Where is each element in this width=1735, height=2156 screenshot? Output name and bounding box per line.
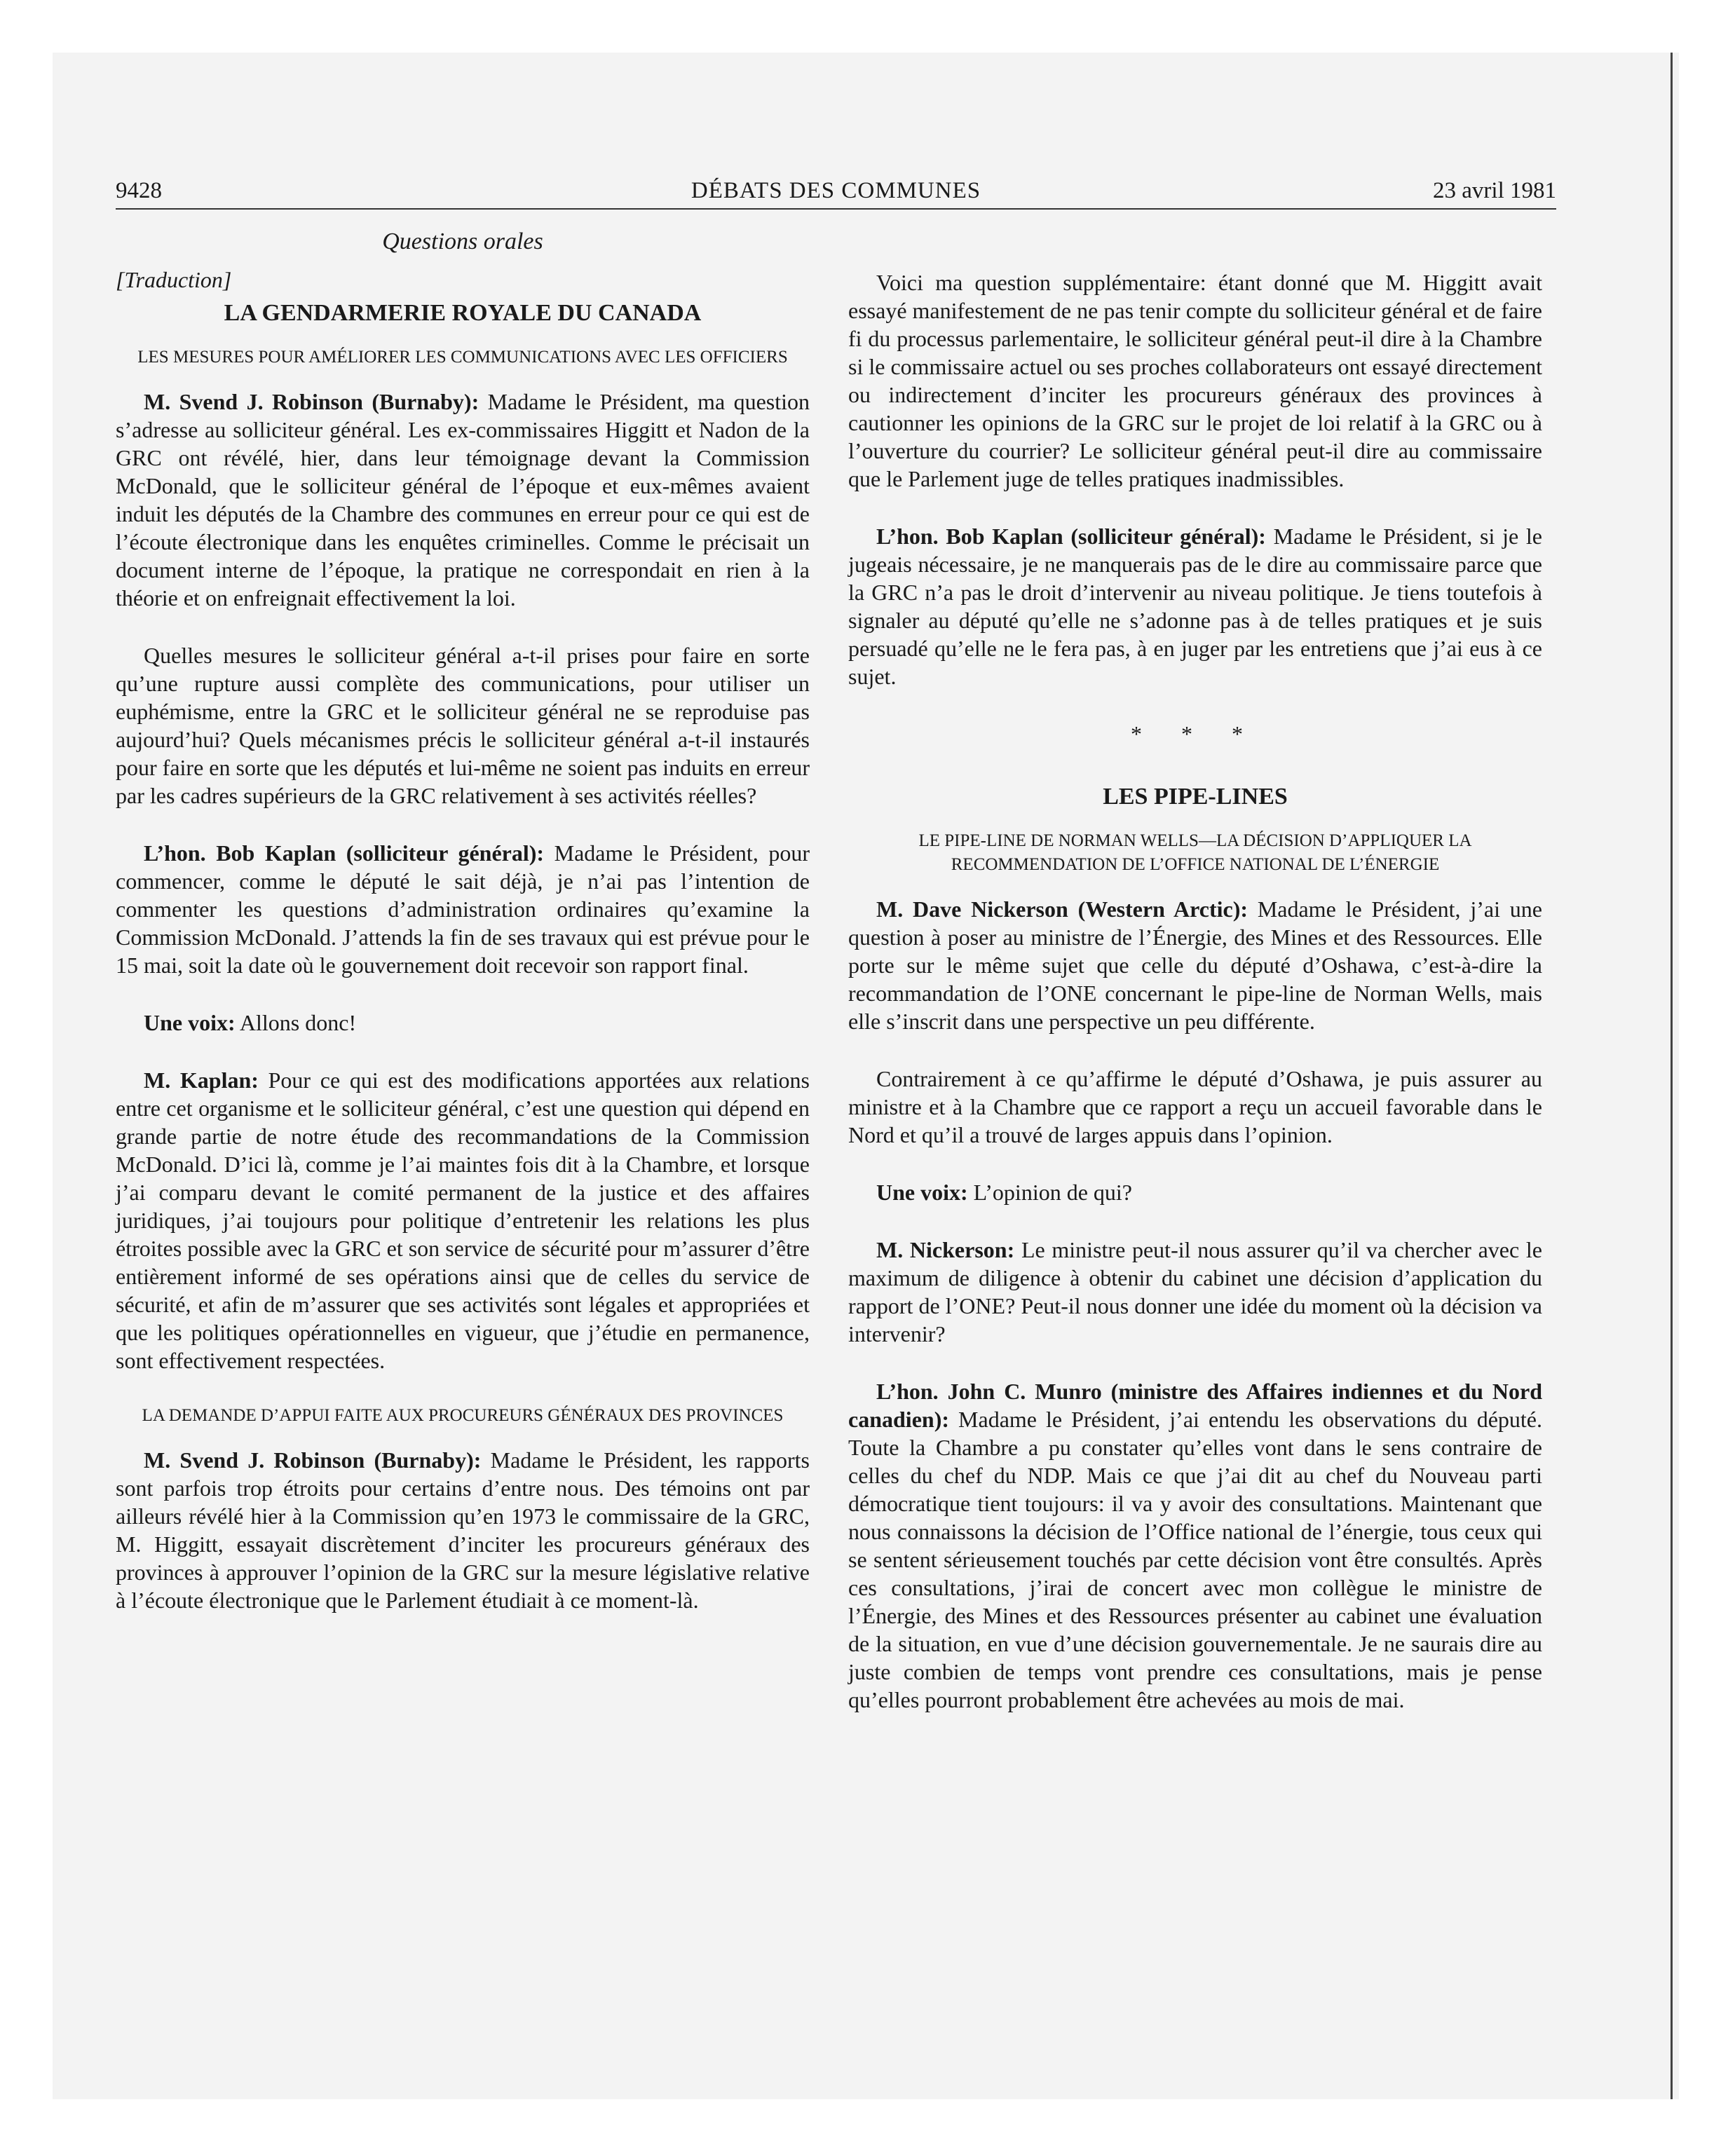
- paragraph: [848, 1178, 1542, 1206]
- paragraph: [848, 1236, 1542, 1348]
- speech: Madame le Président, ma question s’adresse au solliciteur général. Les ex-commissaires Higgitt et Nadon de la GRC ont révélé, hier, dans leur témoignage devant la Commission McDonald, que le solliciteur général de l’époque et eux-mêmes avaient induit les députés de la Chambre des communes en erreur pour ce qui est de l’écoute électronique dans les enquêtes criminelles. Comme le précisait un document interne de l’époque, la pratique ne correspondait en rien à la théorie et on enfreignait effectivement la loi.: [116, 389, 810, 610]
- publication-title: DÉBATS DES COMMUNES: [690, 178, 981, 203]
- paragraph: [848, 895, 1542, 1035]
- section-label: Questions orales: [382, 228, 543, 254]
- speaker: L’hon. Bob Kaplan (solliciteur général):: [144, 840, 545, 866]
- spacer: [116, 1374, 810, 1404]
- page-date: 23 avril 1981: [1433, 178, 1556, 203]
- paragraph: [116, 1009, 810, 1037]
- right-column: [848, 268, 1542, 1714]
- speaker: Une voix:: [876, 1180, 968, 1205]
- paragraph: [116, 839, 810, 979]
- heading-grc: LA GENDARMERIE ROYALE DU CANADA: [224, 300, 702, 326]
- spacer: [848, 690, 1542, 720]
- speech: L’opinion de qui?: [967, 1180, 1132, 1205]
- spacer: [848, 1149, 1542, 1178]
- speech: Madame le Président, j’ai entendu les observations du député. Toute la Chambre a pu constater qu’elles vont dans le sens contraire de celles du chef du NDP. Mais ce que j’ai dit au chef du Nouveau parti démocratique tient toujours: il va y avoir des consultations. Maintenant que nous connaissons la décision de l’Office national de l’énergie, tous ceux qui se sentent sérieusement touchés par cette décision vont être consultés. Après ces consultations, j’irai de concert avec mon collègue le ministre de l’Énergie, des Mines et des Ressources présenter au cabinet une évaluation de la situation, en vue d’une décision gouvernementale. Je ne saurais dire au juste combien de temps vont prendre ces consultations, mais je pense qu’elles pourront probablement être achevées au mois de mai.: [848, 1407, 1542, 1712]
- paragraph: Voici ma question supplémentaire: étant donné que M. Higgitt avait essayé manifestement de ne pas tenir compte du solliciteur général et de faire fi du processus parlementaire, le solliciteur général peut-il dire à la Chambre si le commissaire actuel ou ses proches collaborateurs ont essayé directement ou indirectement d’inciter les procureurs généraux des provinces à cautionner les opinions de la GRC sur le projet de loi relatif à la GRC ou à l’ouverture du courrier? Le solliciteur général peut-il dire au commissaire que le Parlement juge de telles pratiques inadmissibles.: [848, 270, 1542, 491]
- spacer: [116, 810, 810, 839]
- paragraph: [848, 1377, 1542, 1714]
- speech: Pour ce qui est des modifications apportées aux relations entre cet organisme et le solliciteur général, c’est une question qui dépend en grande partie de notre étude des recommandations de la Commission McDonald. D’ici là, comme je l’ai maintes fois dit à la Chambre, et lorsque j’ai comparu devant le comité permanent de la justice et des affaires juridiques, j’ai toujours pour politique d’entretenir les relations les plus étroites possible avec la GRC et son service de sécurité pour m’assurer d’être entièrement informé de ses opérations ainsi que de celles du service de sécurité, et afin de m’assurer que ses activités sont légales et appropriées et que les politiques opérationnelles en vigueur, que j’étudie en permanence, sont effectivement respectées.: [116, 1067, 810, 1373]
- speech: Madame le Président, pour commencer, comme le député le sait déjà, je n’ai pas l’intention de commenter les questions d’administration ordinaires qu’examine la Commission McDonald. J’attends la fin de ses travaux qui est prévue pour le 15 mai, soit la date où le gouvernement doit recevoir son rapport final.: [116, 840, 810, 978]
- paragraph: [116, 1446, 810, 1614]
- spacer: [116, 612, 810, 641]
- page-header: [116, 172, 1556, 209]
- header-rule: [116, 208, 1556, 210]
- speaker: L’hon. John C. Munro (ministre des Affaires indiennes et du Nord canadien):: [848, 1379, 1542, 1432]
- speech: Le ministre peut-il nous assurer qu’il va chercher avec le maximum de diligence à obtenir du cabinet une décision d’application du rapport de l’ONE? Peut-il nous donner une idée du moment où la décision va intervenir?: [848, 1237, 1543, 1346]
- page-number: 9428: [116, 178, 162, 203]
- spacer: [848, 1348, 1542, 1377]
- speaker: M. Dave Nickerson (Western Arctic):: [876, 896, 1248, 922]
- speaker: L’hon. Bob Kaplan (solliciteur général):: [876, 524, 1266, 549]
- spacer: [848, 493, 1542, 522]
- speech: Allons donc!: [235, 1010, 357, 1035]
- spacer: [848, 748, 1542, 777]
- speaker: M. Svend J. Robinson (Burnaby):: [144, 1447, 482, 1473]
- spacer: [116, 1037, 810, 1066]
- paragraph: [116, 388, 810, 612]
- translation-note: [Traduction]: [116, 267, 232, 292]
- spacer: [848, 1206, 1542, 1236]
- subheading-procureurs: LA DEMANDE D’APPUI FAITE AUX PROCUREURS GÉNÉRAUX DES PROVINCES: [142, 1406, 784, 1425]
- paragraph: Contrairement à ce qu’affirme le député d’Oshawa, je puis assurer au ministre et à la Chambre que ce rapport a reçu un accueil favorable dans le Nord et qu’il a trouvé de larges appuis dans l’opinion.: [848, 1066, 1542, 1147]
- heading-pipelines: LES PIPE-LINES: [1103, 784, 1288, 810]
- speech: Madame le Président, j’ai une question à poser au ministre de l’Énergie, des Mines et des Ressources. Elle porte sur le même sujet que celle du député d’Oshawa, c’est-à-dire la recommandation de l’ONE concernant le pipe-line de Norman Wells, mais elle s’inscrit dans une perspective un peu différente.: [848, 896, 1543, 1034]
- speaker: M. Nickerson:: [876, 1237, 1015, 1262]
- speaker: M. Svend J. Robinson (Burnaby):: [144, 389, 479, 414]
- speech: Madame le Président, les rapports sont parfois trop étroits pour certains d’entre nous. Des témoins ont par ailleurs révélé hier à la Commission qu’en 1973 le commissaire de la GRC, M. Higgitt, essayait discrètement d’inciter les procureurs généraux des provinces à approuver l’opinion de la GRC sur la mesure législative relative à l’écoute électronique que le Parlement étudiait à ce moment-là.: [116, 1447, 810, 1613]
- speaker: M. Kaplan:: [144, 1067, 259, 1093]
- speaker: Une voix:: [144, 1010, 236, 1035]
- left-column: [116, 228, 810, 1614]
- paragraph: [848, 522, 1542, 690]
- paragraph: [116, 1066, 810, 1374]
- page-edge: [1671, 53, 1673, 2099]
- paragraph: Quelles mesures le solliciteur général a-t-il prises pour faire en sorte qu’une rupture aussi complète des communications, pour utiliser un euphémisme, entre la GRC et le solliciteur général ne se reproduise pas aujourd’hui? Quels mécanismes précis le solliciteur général a-t-il instaurés pour faire en sorte que les députés et lui-même ne soient pas induits en erreur par les cadres supérieurs de la GRC relativement à ses activités réelles?: [116, 643, 810, 808]
- speech: Madame le Président, si je le jugeais nécessaire, je ne manquerais pas de le dire au commissaire parce que la GRC n’a pas le droit d’intervenir au niveau politique. Je tiens toutefois à signaler au député qu’elle ne s’adonne pas à de telles pratiques et je suis persuadé qu’elle ne le fera pas, à en juger par les entretiens que j’ai eus à ce sujet.: [848, 524, 1543, 689]
- spacer: [848, 1035, 1542, 1065]
- subheading-norman-wells: LE PIPE-LINE DE NORMAN WELLS—LA DÉCISION D’APPLIQUER LA RECOMMENDATION DE L’OFFICE NATIONAL DE L’ÉNERGIE: [918, 831, 1472, 874]
- spacer: [116, 979, 810, 1009]
- subheading-communications: LES MESURES POUR AMÉLIORER LES COMMUNICATIONS AVEC LES OFFICIERS: [137, 348, 788, 367]
- section-separator: * * *: [1131, 721, 1260, 746]
